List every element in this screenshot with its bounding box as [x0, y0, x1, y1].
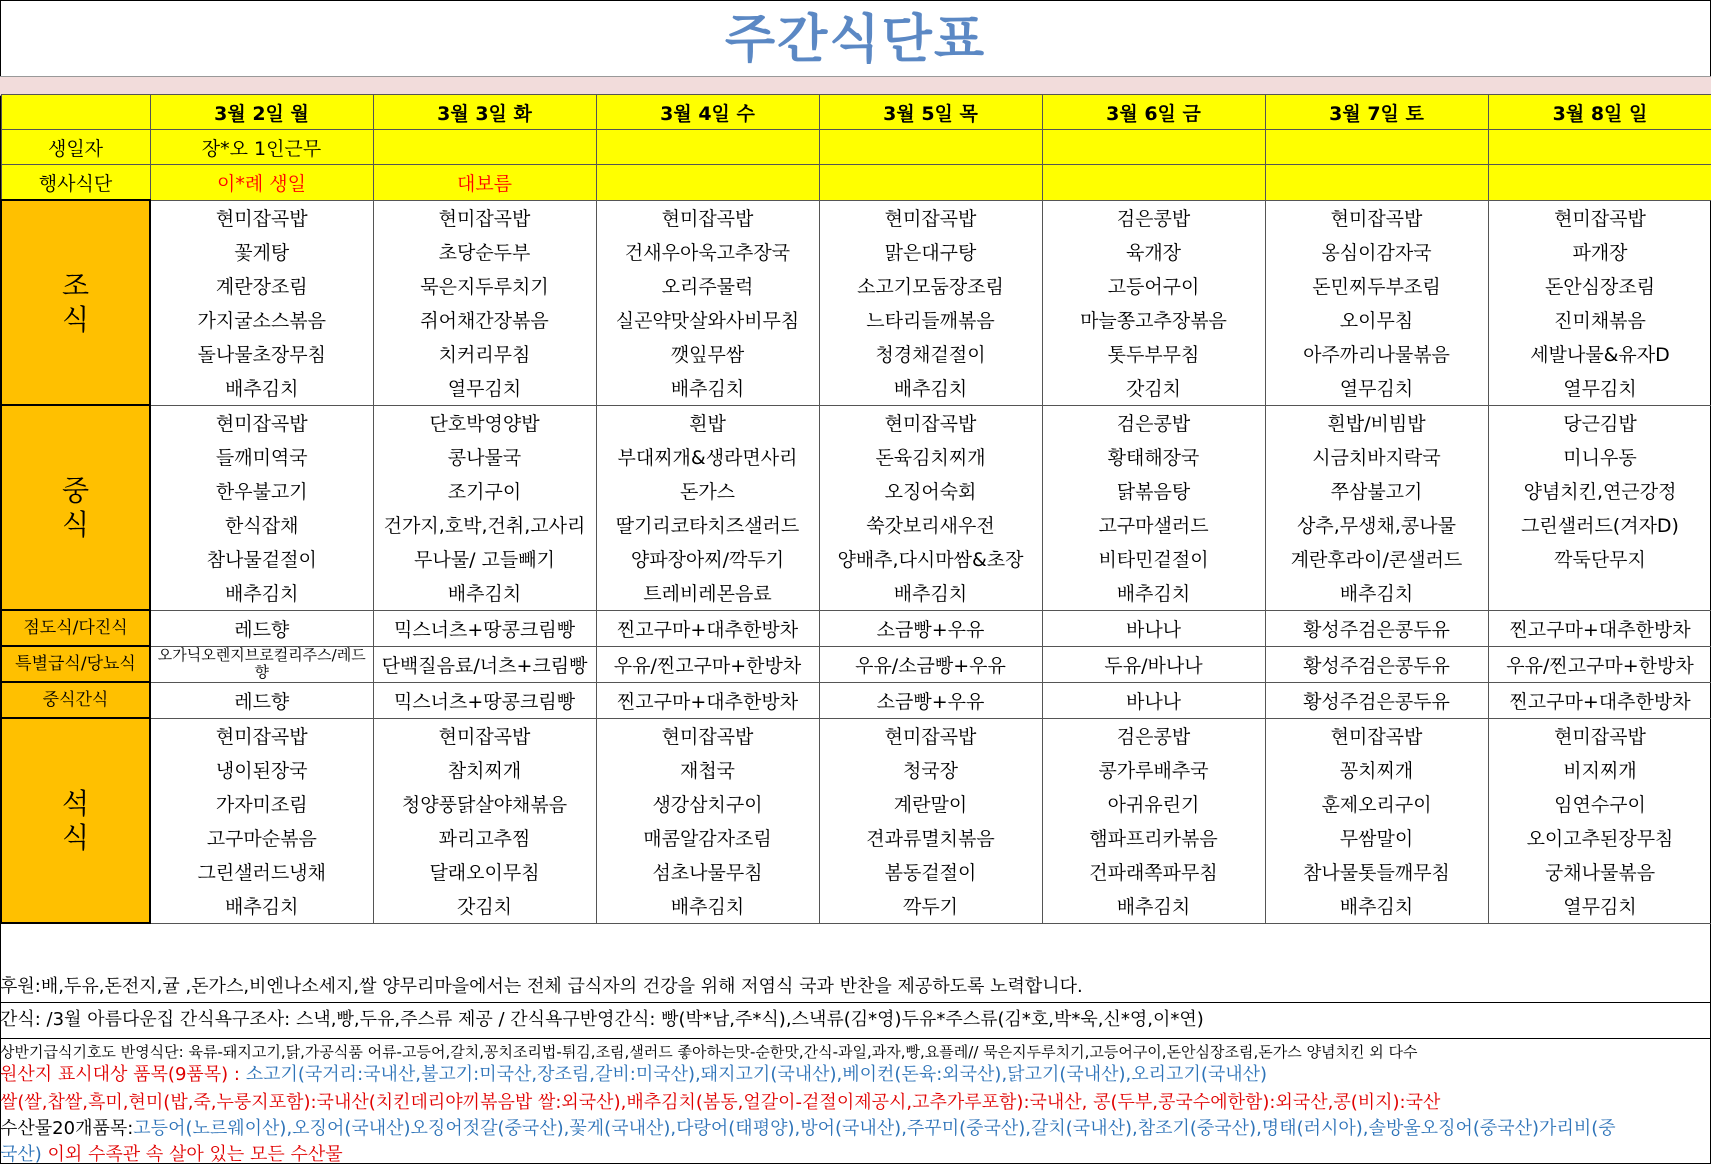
breakfast-row [1, 269, 1711, 303]
breakfast-dish: 검은콩밥 [1042, 200, 1265, 235]
lunch-row [1, 440, 1711, 474]
snack-label: 중식간식 [1, 682, 150, 718]
lunch-dish: 무나물/ 고들빼기 [373, 542, 596, 576]
dinner-dish: 달래오이무침 [373, 855, 596, 889]
breakfast-dish: 진미채볶음 [1488, 303, 1711, 337]
breakfast-dish: 맑은대구탕 [819, 235, 1042, 269]
dinner-row [1, 821, 1711, 855]
event-label: 행사식단 [1, 165, 150, 201]
dinner-dish: 가자미조림 [150, 787, 373, 821]
lunch-dish: 양배추,다시마쌈&초장 [819, 542, 1042, 576]
breakfast-row [1, 200, 1711, 235]
snack-cell: 우유/찐고구마+한방차 [1488, 646, 1711, 682]
breakfast-dish: 세발나물&유자D [1488, 337, 1711, 371]
dinner-dish: 궁채나물볶음 [1488, 855, 1711, 889]
dinner-label: 석 식 [1, 718, 150, 923]
origin-label: 원산지 표시대상 품목(9품목) : [0, 1064, 246, 1085]
dinner-dish: 참치찌개 [373, 753, 596, 787]
page-title: 주간식단표 [724, 10, 987, 70]
breakfast-dish: 갓김치 [1042, 371, 1265, 406]
snack-cell: 두유/바나나 [1042, 646, 1265, 682]
dinner-dish: 배추김치 [150, 889, 373, 924]
lunch-dish [1488, 576, 1711, 611]
event-cell: 대보름 [373, 165, 596, 201]
menu-table [0, 94, 1711, 924]
birthday-cell: 장*오 1인근무 [150, 130, 373, 165]
dinner-dish: 꽈리고추찜 [373, 821, 596, 855]
snack-cell: 믹스너츠+땅콩크림빵 [373, 682, 596, 718]
breakfast-dish: 열무김치 [1488, 371, 1711, 406]
lunch-dish: 배추김치 [1265, 576, 1488, 611]
lunch-dish: 오징어숙회 [819, 474, 1042, 508]
dinner-dish: 콩가루배추국 [1042, 753, 1265, 787]
breakfast-row [1, 337, 1711, 371]
snack-label: 특별급식/당뇨식 [1, 646, 150, 682]
lunch-dish: 한식잡채 [150, 508, 373, 542]
dinner-dish: 현미잡곡밥 [1488, 718, 1711, 753]
snack-cell: 오가닉오렌지브로컬리주스/레드향 [150, 646, 373, 682]
lunch-dish: 흰밥 [596, 405, 819, 440]
lunch-dish: 미니우동 [1488, 440, 1711, 474]
footer-preference: 상반기급식기호도 반영식단: 육류-돼지고기,닭,가공식품 어류-고등어,갈치,꽁치조리법-튀김,조림,샐러드 좋아하는맛-순한맛,간식-과일,과자,빵,요플레// 묵은지두루치기,고등어구이,돈안심장조림,돈가스 양념치킨 외 다수 [0, 1038, 1711, 1062]
footer-sponsor: 후원:배,두유,돈전지,귤 ,돈가스,비엔나소세지,쌀 양무리마을에서는 전체 급식자의 건강을 위해 저염식 국과 반찬을 제공하도록 노력합니다. [0, 976, 1083, 997]
dinner-dish: 오이고추된장무침 [1488, 821, 1711, 855]
dinner-dish: 참나물톳들깨무침 [1265, 855, 1488, 889]
breakfast-row [1, 235, 1711, 269]
dinner-dish: 비지찌개 [1488, 753, 1711, 787]
breakfast-dish: 오이무침 [1265, 303, 1488, 337]
lunch-dish: 한우불고기 [150, 474, 373, 508]
dinner-dish: 배추김치 [596, 889, 819, 924]
lunch-dish: 돈육김치찌개 [819, 440, 1042, 474]
snack-row [1, 646, 1711, 682]
breakfast-dish: 배추김치 [596, 371, 819, 406]
snack-cell: 바나나 [1042, 682, 1265, 718]
dinner-dish: 아귀유린기 [1042, 787, 1265, 821]
dinner-dish: 현미잡곡밥 [373, 718, 596, 753]
lunch-dish: 비타민겉절이 [1042, 542, 1265, 576]
seafood-list: 고등어(노르웨이산),오징어(국내산)오징어젓갈(중국산),꽃게(국내산),다랑어(태평양),방어(국내산),주꾸미(중국산),갈치(국내산),참조기(중국산),명태(러시아),솔방울오징어(중국산)가리비(중 [133, 1118, 1616, 1139]
dinner-dish: 고구마순볶음 [150, 821, 373, 855]
dinner-dish: 현미잡곡밥 [150, 718, 373, 753]
breakfast-dish: 배추김치 [150, 371, 373, 406]
day-header: 3월 2일 월 [150, 95, 373, 130]
breakfast-dish: 소고기모둠장조림 [819, 269, 1042, 303]
dinner-dish: 훈제오리구이 [1265, 787, 1488, 821]
lunch-dish: 배추김치 [150, 576, 373, 611]
breakfast-dish: 묵은지두루치기 [373, 269, 596, 303]
event-cell [819, 165, 1042, 201]
snack-cell: 우유/찐고구마+한방차 [596, 646, 819, 682]
event-cell [596, 165, 819, 201]
dinner-dish: 무쌈말이 [1265, 821, 1488, 855]
breakfast-dish: 초당순두부 [373, 235, 596, 269]
event-cell [1042, 165, 1265, 201]
snack-cell: 소금빵+우유 [819, 610, 1042, 646]
snack-cell: 레드향 [150, 682, 373, 718]
snack-cell: 찐고구마+대추한방차 [596, 610, 819, 646]
dinner-dish: 봄동겉절이 [819, 855, 1042, 889]
dinner-dish: 열무김치 [1488, 889, 1711, 924]
breakfast-dish: 실곤약맛살와사비무침 [596, 303, 819, 337]
breakfast-dish: 현미잡곡밥 [150, 200, 373, 235]
dinner-dish: 배추김치 [1265, 889, 1488, 924]
lunch-dish: 부대찌개&생라면사리 [596, 440, 819, 474]
birthday-cell [373, 130, 596, 165]
lunch-dish: 양파장아찌/깍두기 [596, 542, 819, 576]
breakfast-dish: 배추김치 [819, 371, 1042, 406]
dinner-dish: 현미잡곡밥 [596, 718, 819, 753]
birthday-cell [596, 130, 819, 165]
lunch-dish: 조기구이 [373, 474, 596, 508]
birthday-cell [1042, 130, 1265, 165]
event-cell [1488, 165, 1711, 201]
breakfast-dish: 가지굴소스볶음 [150, 303, 373, 337]
birthday-label: 생일자 [1, 130, 150, 165]
birthday-cell [1265, 130, 1488, 165]
breakfast-dish: 돈민찌두부조림 [1265, 269, 1488, 303]
birthday-cell [1488, 130, 1711, 165]
dinner-dish: 임연수구이 [1488, 787, 1711, 821]
event-cell: 이*례 생일 [150, 165, 373, 201]
dinner-dish: 햄파프리카볶음 [1042, 821, 1265, 855]
day-header: 3월 5일 목 [819, 95, 1042, 130]
breakfast-dish: 느타리들깨볶음 [819, 303, 1042, 337]
dinner-dish: 견과류멸치볶음 [819, 821, 1042, 855]
breakfast-dish: 돌나물초장무침 [150, 337, 373, 371]
breakfast-dish: 쥐어채간장볶음 [373, 303, 596, 337]
lunch-dish: 당근김밥 [1488, 405, 1711, 440]
breakfast-dish: 열무김치 [1265, 371, 1488, 406]
birthday-cell [819, 130, 1042, 165]
header-corner [1, 95, 150, 130]
lunch-dish: 건가지,호박,건취,고사리 [373, 508, 596, 542]
lunch-dish: 배추김치 [1042, 576, 1265, 611]
breakfast-dish: 오리주물럭 [596, 269, 819, 303]
lunch-row [1, 474, 1711, 508]
snack-row [1, 610, 1711, 646]
dinner-dish: 현미잡곡밥 [1265, 718, 1488, 753]
dinner-dish: 섬초나물무침 [596, 855, 819, 889]
breakfast-dish: 현미잡곡밥 [1488, 200, 1711, 235]
lunch-dish: 들깨미역국 [150, 440, 373, 474]
lunch-dish: 시금치바지락국 [1265, 440, 1488, 474]
lunch-dish: 계란후라이/콘샐러드 [1265, 542, 1488, 576]
snack-cell: 바나나 [1042, 610, 1265, 646]
lunch-dish: 고구마샐러드 [1042, 508, 1265, 542]
breakfast-dish: 깻잎무쌈 [596, 337, 819, 371]
lunch-label: 중 식 [1, 405, 150, 610]
day-header: 3월 7일 토 [1265, 95, 1488, 130]
dinner-dish: 계란말이 [819, 787, 1042, 821]
lunch-dish: 검은콩밥 [1042, 405, 1265, 440]
lunch-dish: 콩나물국 [373, 440, 596, 474]
event-row [1, 165, 1711, 201]
lunch-dish: 상추,무생채,콩나물 [1265, 508, 1488, 542]
day-header: 3월 8일 일 [1488, 95, 1711, 130]
breakfast-dish: 아주까리나물볶음 [1265, 337, 1488, 371]
lunch-dish: 단호박영양밥 [373, 405, 596, 440]
dinner-dish: 검은콩밥 [1042, 718, 1265, 753]
dinner-dish: 배추김치 [1042, 889, 1265, 924]
footer-origin-meat [0, 1060, 1711, 1086]
breakfast-dish: 마늘쫑고추장볶음 [1042, 303, 1265, 337]
lunch-dish: 돈가스 [596, 474, 819, 508]
dinner-row [1, 753, 1711, 787]
breakfast-dish: 파개장 [1488, 235, 1711, 269]
footer-seafood-cont [0, 1140, 1711, 1166]
breakfast-dish: 꽃게탕 [150, 235, 373, 269]
dinner-dish: 꽁치찌개 [1265, 753, 1488, 787]
breakfast-dish: 계란장조림 [150, 269, 373, 303]
breakfast-dish: 치커리무침 [373, 337, 596, 371]
lunch-dish: 흰밥/비빔밥 [1265, 405, 1488, 440]
snack-cell: 찐고구마+대추한방차 [596, 682, 819, 718]
dinner-dish: 청국장 [819, 753, 1042, 787]
divider-bar [0, 76, 1711, 96]
snack-cell: 소금빵+우유 [819, 682, 1042, 718]
breakfast-dish: 건새우아욱고추장국 [596, 235, 819, 269]
breakfast-dish: 열무김치 [373, 371, 596, 406]
lunch-dish: 현미잡곡밥 [819, 405, 1042, 440]
lunch-dish: 양념치킨,연근강정 [1488, 474, 1711, 508]
dinner-dish: 청양풍닭살야채볶음 [373, 787, 596, 821]
birthday-row [1, 130, 1711, 165]
breakfast-row [1, 371, 1711, 406]
header-row [1, 95, 1711, 130]
dinner-dish: 매콤알감자조림 [596, 821, 819, 855]
snack-cell: 찐고구마+대추한방차 [1488, 610, 1711, 646]
dinner-row [1, 889, 1711, 924]
breakfast-row [1, 303, 1711, 337]
snack-label: 점도식/다진식 [1, 610, 150, 646]
snack-cell: 레드향 [150, 610, 373, 646]
breakfast-dish: 현미잡곡밥 [596, 200, 819, 235]
breakfast-dish: 톳두부무침 [1042, 337, 1265, 371]
lunch-dish: 참나물겉절이 [150, 542, 373, 576]
event-cell [1265, 165, 1488, 201]
lunch-dish: 현미잡곡밥 [150, 405, 373, 440]
lunch-row [1, 508, 1711, 542]
origin-meat: 소고기(국거리:국내산,불고기:미국산,장조림,갈비:미국산),돼지고기(국내산),베이컨(돈육:외국산),닭고기(국내산),오리고기(국내산) [245, 1064, 1268, 1085]
lunch-dish: 그린샐러드(겨자D) [1488, 508, 1711, 542]
breakfast-dish: 현미잡곡밥 [1265, 200, 1488, 235]
dinner-row [1, 787, 1711, 821]
footer-origin-grain: 쌀(쌀,찹쌀,흑미,현미(밥,죽,누룽지포함):국내산(치킨데리야끼볶음밥 쌀:외국산),배추김치(봄동,얼갈이-겉절이제공시,고추가루포함):국내산, 콩(두부,콩국수에한함):외국산,콩(비지):국산 [0, 1092, 1441, 1113]
snack-cell: 찐고구마+대추한방차 [1488, 682, 1711, 718]
footer-seafood [0, 1114, 1711, 1140]
snack-cell: 단백질음료/너츠+크림빵 [373, 646, 596, 682]
lunch-dish: 쭈삼불고기 [1265, 474, 1488, 508]
dinner-dish: 그린샐러드냉채 [150, 855, 373, 889]
lunch-row [1, 405, 1711, 440]
footer-snack: 간식: /3월 아름다운집 간식욕구조사: 스낵,빵,두유,주스류 제공 / 간식욕구반영간식: 빵(박*남,주*식),스낵류(김*영)두유*주스류(김*호,박*욱,신*영,이*연) [0, 1002, 1711, 1031]
dinner-row [1, 855, 1711, 889]
dinner-dish: 건파래쪽파무침 [1042, 855, 1265, 889]
dinner-dish: 현미잡곡밥 [819, 718, 1042, 753]
lunch-dish: 배추김치 [373, 576, 596, 611]
breakfast-label: 조 식 [1, 200, 150, 405]
day-header: 3월 4일 수 [596, 95, 819, 130]
dinner-dish: 갓김치 [373, 889, 596, 924]
lunch-row [1, 576, 1711, 611]
lunch-dish: 쑥갓보리새우전 [819, 508, 1042, 542]
lunch-dish: 딸기리코타치즈샐러드 [596, 508, 819, 542]
seafood-cont: 국산) [0, 1144, 42, 1165]
lunch-dish: 황태해장국 [1042, 440, 1265, 474]
lunch-dish: 배추김치 [819, 576, 1042, 611]
dinner-dish: 생강삼치구이 [596, 787, 819, 821]
snack-cell: 믹스너츠+땅콩크림빵 [373, 610, 596, 646]
breakfast-dish: 옹심이감자국 [1265, 235, 1488, 269]
lunch-dish: 닭볶음탕 [1042, 474, 1265, 508]
lunch-row [1, 542, 1711, 576]
lunch-dish: 트레비레몬음료 [596, 576, 819, 611]
dinner-dish: 냉이된장국 [150, 753, 373, 787]
dinner-dish: 깍두기 [819, 889, 1042, 924]
lunch-dish: 깍둑단무지 [1488, 542, 1711, 576]
breakfast-dish: 청경채겉절이 [819, 337, 1042, 371]
snack-cell: 황성주검은콩두유 [1265, 610, 1488, 646]
breakfast-dish: 현미잡곡밥 [819, 200, 1042, 235]
snack-cell: 우유/소금빵+우유 [819, 646, 1042, 682]
dinner-row [1, 718, 1711, 753]
breakfast-dish: 고등어구이 [1042, 269, 1265, 303]
snack-row [1, 682, 1711, 718]
seafood-rest: 이외 수족관 속 살아 있는 모든 수산물 [41, 1144, 343, 1165]
snack-cell: 황성주검은콩두유 [1265, 682, 1488, 718]
breakfast-dish: 현미잡곡밥 [373, 200, 596, 235]
dinner-dish: 재첩국 [596, 753, 819, 787]
seafood-label: 수산물20개품목: [0, 1118, 134, 1139]
day-header: 3월 6일 금 [1042, 95, 1265, 130]
snack-cell: 황성주검은콩두유 [1265, 646, 1488, 682]
day-header: 3월 3일 화 [373, 95, 596, 130]
breakfast-dish: 육개장 [1042, 235, 1265, 269]
breakfast-dish: 돈안심장조림 [1488, 269, 1711, 303]
